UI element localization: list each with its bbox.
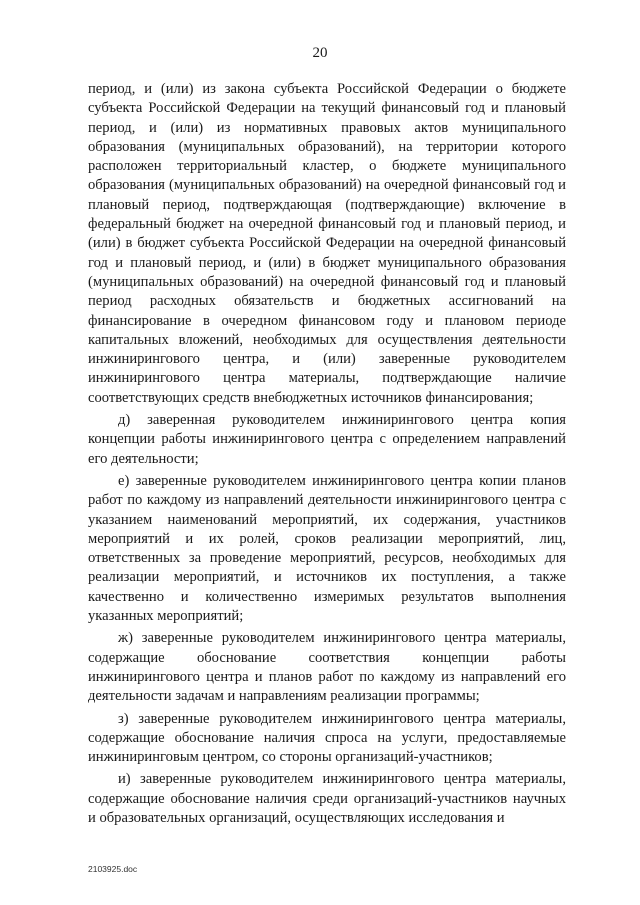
paragraph-item-zh: ж) заверенные руководителем инжинирингового центра материалы, содержащие обоснование соответствия концепции работы инжинирингового центра и планов работ по каждому из направлений его деятельности задачам и направлениям реализации программы; [88,630,566,705]
paragraph-item-e: е) заверенные руководителем инжинирингового центра копии планов работ по каждому из направлений деятельности инжинирингового центра с указанием наименований мероприятий, их содержания, участников мероприятий и их ролей, сроков реализации мероприятий, лиц, ответственных за проведение мероприятий, ресурсов, необходимых для реализации мероприятий, и источников их поступления, а также качественно и количественно измеримых результатов выполнения указанных мероприятий; [88,472,566,625]
paragraph-item-z: з) заверенные руководителем инжинирингового центра материалы, содержащие обоснование наличия спроса на услуги, предоставляемые инжиниринговым центром, со стороны организаций-участников; [88,710,566,766]
paragraph-item-i: и) заверенные руководителем инжинирингового центра материалы, содержащие обоснование наличия среди организаций-участников научных и образовательных организаций, осуществляющих исследования и [88,771,566,826]
document-filename-footer: 2103925.doc [88,864,138,874]
page-number: 20 [312,45,328,61]
paragraph-continuation: период, и (или) из закона субъекта Российской Федерации о бюджете субъекта Российской Федерации на текущий финансовый год и плановый период, и (или) из нормативных правовых актов муниципального образования (муниципальных образований), на территории которого расположен территориальный кластер, о бюджете муниципального образования (муниципальных образований) на очередной финансовый год и плановый период, подтверждающая (подтверждающие) включение в федеральный бюджет на очередной финансовый год и плановый период, и (или) в бюджет субъекта Российской Федерации на очередной финансовый год и плановый период, и (или) в бюджет муниципального образования (муниципальных образований) на очередной финансовый год и плановый период расходных обязательств и бюджетных ассигнований на финансирование в очередном финансовом году и плановом периоде капитальных вложений, необходимых для осуществления деятельности инжинирингового центра, и (или) заверенные руководителем инжинирингового центра материалы, подтверждающие наличие соответствующих средств внебюджетных источников финансирования; [88,81,566,406]
paragraph-item-d: д) заверенная руководителем инжинирингового центра копия концепции работы инжинирингового центра с определением направлений его деятельности; [88,412,566,467]
document-body [88,80,566,828]
